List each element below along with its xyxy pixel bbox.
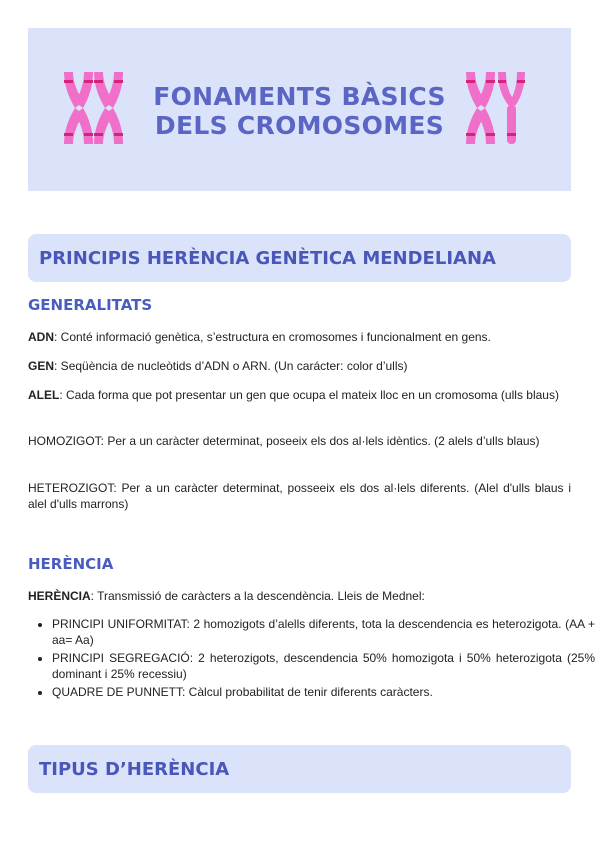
term-label: GEN [28,359,55,373]
section-header-tipus-herencia [28,745,571,793]
section-title: TIPUS D’HERÈNCIA [39,758,230,780]
definition-gen [28,358,571,374]
section-title: PRINCIPIS HERÈNCIA GENÈTICA MENDELIANA [39,247,496,269]
list-item: • QUADRE DE PUNNETT: Càlcul probabilitat de tenir diferents caràcters. [52,684,595,700]
definition-alel [28,387,571,403]
definition-text: : Cada forma que pot presentar un gen que ocupa el mateix lloc en un cromosoma (ulls blaus) [59,388,559,402]
term-label: ADN [28,330,54,344]
subheading-generalitats: GENERALITATS [28,296,153,314]
definition-text: : Transmissió de caràcters a la descendència. Lleis de Mednel: [90,589,425,603]
title-line-2: DELS CROMOSOMES [154,111,445,140]
list-item: • PRINCIPI UNIFORMITAT: 2 homozigots d’alells diferents, tota la descendencia es heterozigota. (AA + aa= Aa) [52,616,595,648]
xy-chromosome-icon [464,72,528,144]
definition-text: HOMOZIGOT: Per a un caràcter determinat, poseeix els dos al·lels idèntics. (2 alels d’ulls blaus) [28,434,540,448]
header-banner [28,28,571,191]
definition-text: : Conté informació genètica, s’estructura en cromosomes i funcionalment en gens. [54,330,491,344]
section-header-mendelian [28,234,571,282]
definition-homozigot [28,433,571,449]
term-label: ALEL [28,388,60,402]
term-label: HERÈNCIA [28,589,91,603]
subheading-herencia: HERÈNCIA [28,555,114,573]
definition-adn [28,329,571,345]
definition-heterozigot [28,480,571,512]
title-line-1: FONAMENTS BÀSICS [153,82,446,111]
list-item: • PRINCIPI SEGREGACIÓ: 2 heterozigots, descendencia 50% homozigota i 50% heterozigota (25% dominant i 25% recessiu) [52,650,595,682]
definition-text: HETEROZIGOT: Per a un caràcter determinat, posseeix els dos al·lels diferents. (Alel d'ulls blaus i alel d'ulls marrons) [28,481,571,511]
definition-text: : Seqüència de nucleòtids d’ADN o ARN. (Un carácter: color d’ulls) [54,359,408,373]
herencia-intro [28,588,571,604]
mendel-laws-list [28,616,595,702]
